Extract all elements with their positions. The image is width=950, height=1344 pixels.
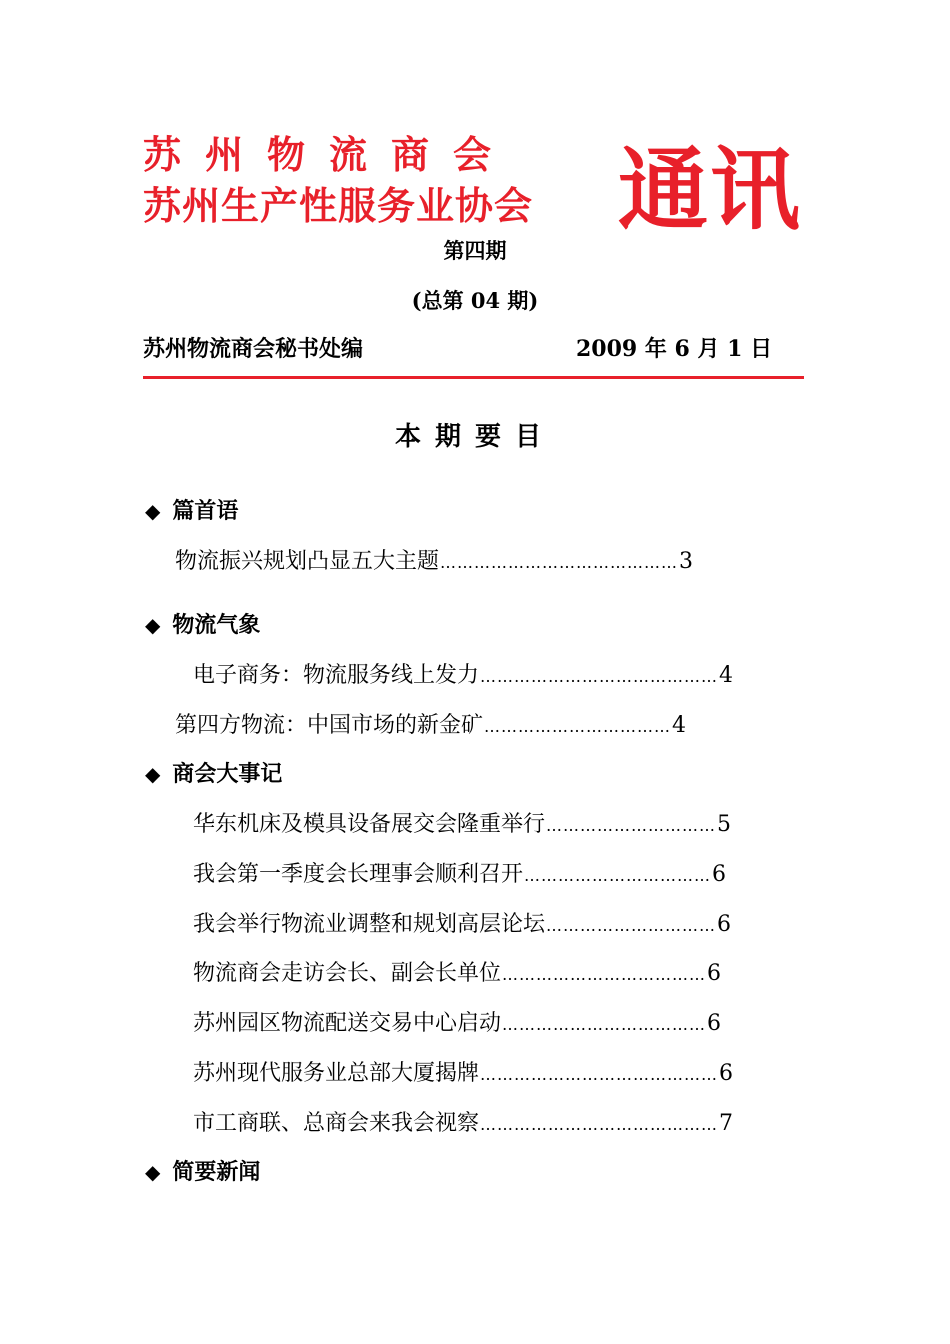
toc-leader-dots: ………………………… (546, 816, 717, 835)
toc-leader-dots: …………………………………… (480, 1065, 719, 1084)
toc-leader-dots: …………………………… (524, 866, 712, 885)
toc-entry[interactable] (193, 1013, 721, 1035)
toc-entry-page: 3 (679, 549, 694, 574)
toc-entry-title: 物流振兴规划凸显五大主题 (175, 549, 440, 574)
diamond-bullet-icon: ◆ (145, 499, 161, 523)
newsletter-title: 通讯 (618, 138, 802, 243)
toc-leader-dots: …………………………… (484, 717, 672, 736)
header-divider (143, 376, 804, 379)
toc-entry-title: 第四方物流：中国市场的新金矿 (175, 713, 484, 738)
toc-entry[interactable] (193, 1063, 733, 1085)
toc-entry[interactable] (193, 914, 731, 936)
org-name-producer-services-association: 苏州生产性服务业协会 (143, 184, 534, 228)
toc-leader-dots: …………………………………… (480, 667, 719, 686)
toc-entry-title: 苏州现代服务业总部大厦揭牌 (193, 1061, 480, 1086)
section-heading-text: 物流气象 (172, 612, 261, 638)
toc-entry-page: 4 (672, 713, 687, 738)
org-name-logistics-chamber: 苏州物流商会 (143, 133, 516, 177)
toc-section-heading (145, 500, 238, 522)
diamond-bullet-icon: ◆ (145, 613, 161, 637)
toc-section-heading (145, 1161, 260, 1183)
toc-entry[interactable] (175, 715, 686, 737)
issue-total-number: (总第 04 期) (411, 288, 539, 313)
issue-number: 第四期 (443, 238, 507, 263)
toc-entry-page: 6 (719, 1061, 734, 1086)
toc-leader-dots: …………………………………… (440, 553, 679, 572)
toc-entry-page: 4 (719, 663, 734, 688)
toc-entry-title: 苏州园区物流配送交易中心启动 (193, 1011, 502, 1036)
section-heading-text: 篇首语 (172, 498, 239, 524)
toc-entry[interactable] (193, 1113, 733, 1135)
toc-entry-title: 物流商会走访会长、副会长单位 (193, 961, 502, 986)
toc-entry-page: 7 (719, 1111, 734, 1136)
diamond-bullet-icon: ◆ (145, 1160, 161, 1184)
toc-entry[interactable] (193, 665, 733, 687)
editor-credit: 苏州物流商会秘书处编 (143, 336, 364, 362)
toc-entry-title: 我会举行物流业调整和规划高层论坛 (193, 912, 546, 937)
toc-leader-dots: ……………………………… (502, 965, 707, 984)
toc-section-heading (145, 614, 260, 636)
toc-leader-dots: ………………………… (546, 916, 717, 935)
diamond-bullet-icon: ◆ (145, 762, 161, 786)
toc-entry-page: 6 (707, 1011, 722, 1036)
section-heading-text: 简要新闻 (172, 1159, 261, 1185)
toc-section-heading (145, 763, 282, 785)
toc-entry-title: 市工商联、总商会来我会视察 (193, 1111, 480, 1136)
toc-entry-page: 6 (717, 912, 732, 937)
toc-entry[interactable] (193, 864, 726, 886)
toc-entry[interactable] (175, 551, 693, 573)
section-heading-text: 商会大事记 (172, 761, 283, 787)
toc-entry[interactable] (193, 814, 731, 836)
toc-entry-title: 电子商务：物流服务线上发力 (193, 663, 480, 688)
toc-entry[interactable] (193, 963, 721, 985)
toc-entry-title: 华东机床及模具设备展交会隆重举行 (193, 812, 546, 837)
toc-entry-page: 5 (717, 812, 732, 837)
publication-date: 2009 年 6 月 1 日 (576, 336, 773, 362)
toc-leader-dots: …………………………………… (480, 1115, 719, 1134)
toc-entry-title: 我会第一季度会长理事会顺利召开 (193, 862, 524, 887)
toc-entry-page: 6 (707, 961, 722, 986)
toc-entry-page: 6 (712, 862, 727, 887)
toc-leader-dots: ……………………………… (502, 1015, 707, 1034)
toc-title: 本期要目 (394, 422, 555, 452)
